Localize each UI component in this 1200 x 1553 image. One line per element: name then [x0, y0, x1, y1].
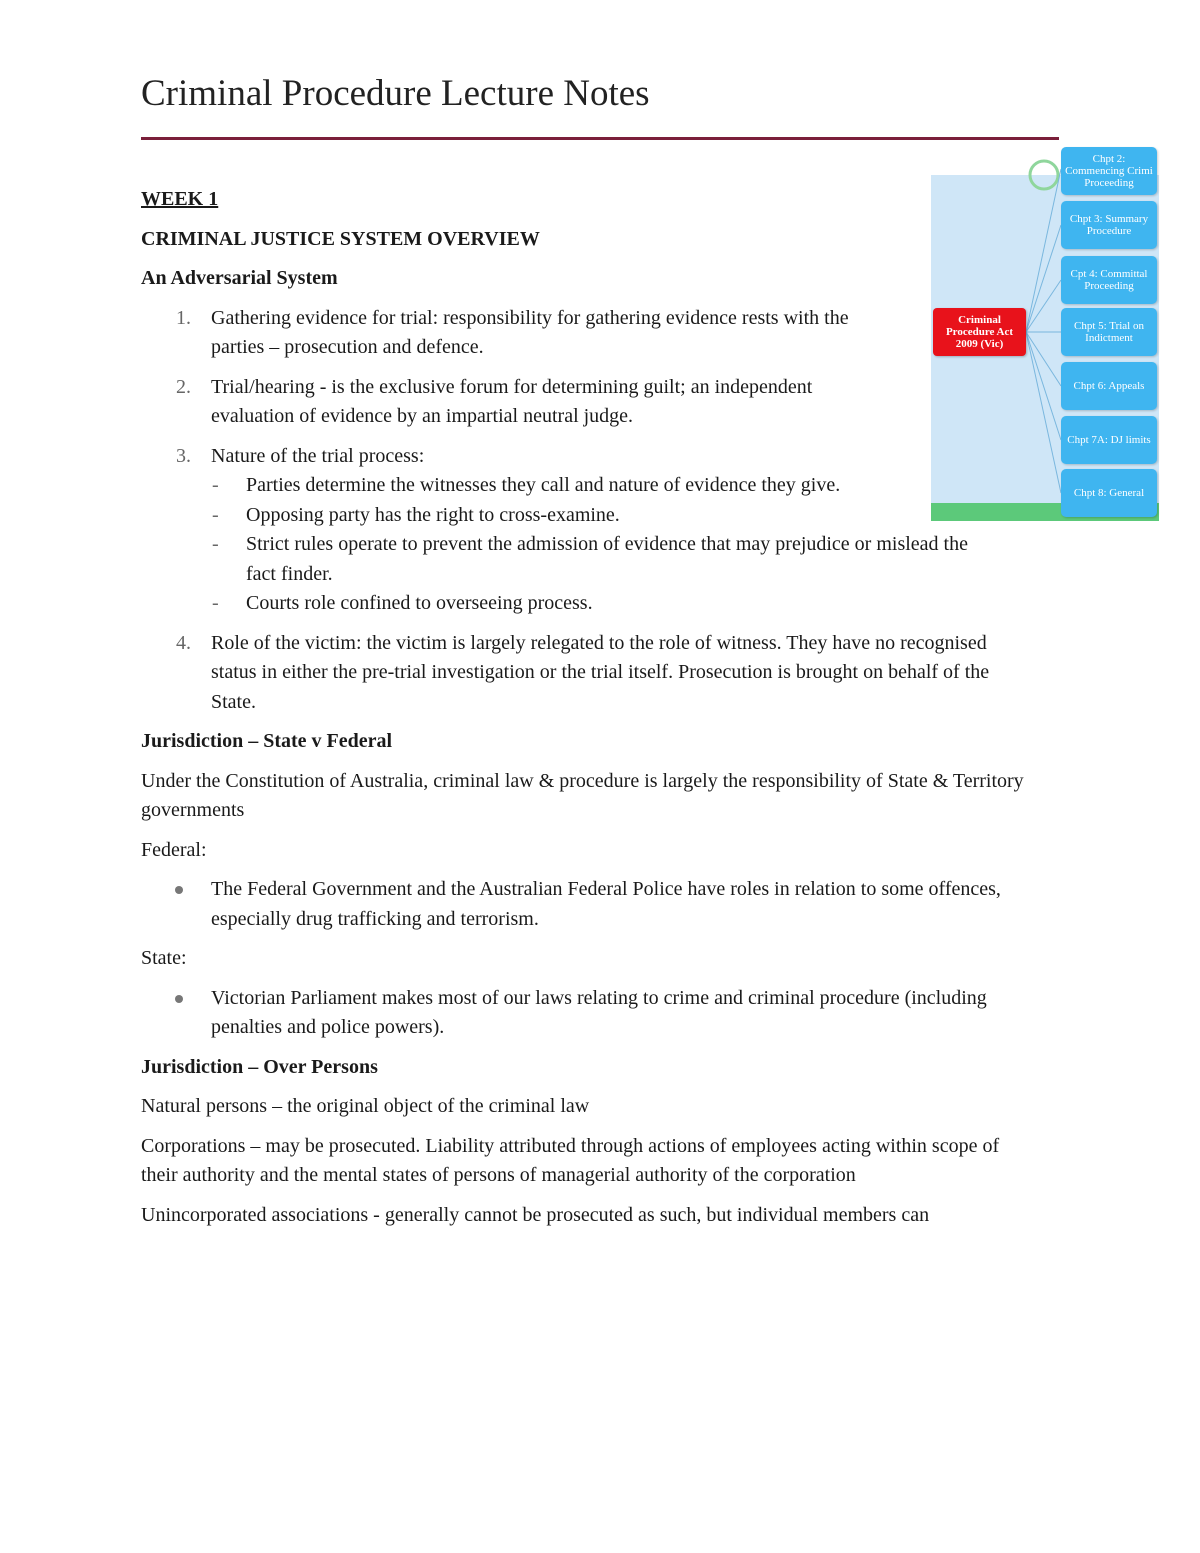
- list-item-text: Trial/hearing - is the exclusive forum for determining guilt; an independent evaluation of evidence by an impartial neutral judge.: [211, 375, 813, 427]
- diagram-node: Chpt 6: Appeals: [1061, 362, 1157, 410]
- label-federal: Federal:: [141, 838, 207, 861]
- bullet-text: Victorian Parliament makes most of our laws relating to crime and criminal procedure (including penalties and police powers).: [211, 986, 987, 1038]
- paragraph: Unincorporated associations - generally cannot be prosecuted as such, but individual members can: [141, 1203, 930, 1226]
- document-body: [141, 185, 1061, 1240]
- list-item: [141, 373, 891, 432]
- dash-marker: -: [212, 533, 219, 555]
- subheading-adversarial: An Adversarial System: [141, 267, 338, 289]
- diagram-node: Cpt 4: Committal Proceeding: [1061, 256, 1157, 304]
- sub-list-text: Parties determine the witnesses they call and nature of evidence they give.: [246, 474, 841, 496]
- list-item-text: Gathering evidence for trial: responsibility for gathering evidence rests with the parties – prosecution and defence.: [211, 306, 849, 358]
- bullet-item: [141, 984, 1041, 1043]
- sub-list-item: [211, 501, 1061, 531]
- paragraph: Natural persons – the original object of the criminal law: [141, 1095, 590, 1117]
- adversarial-list: [141, 304, 1061, 718]
- bullet-marker: [175, 995, 183, 1003]
- sub-list-item: [211, 589, 1061, 619]
- paragraph: Under the Constitution of Australia, criminal law & procedure is largely the responsibility of State & Territory governments: [141, 769, 1024, 821]
- section-heading: CRIMINAL JUSTICE SYSTEM OVERVIEW: [141, 227, 540, 250]
- subheading-jurisdiction-persons: Jurisdiction – Over Persons: [141, 1055, 378, 1078]
- list-item: [141, 442, 1061, 619]
- bullet-text: The Federal Government and the Australian Federal Police have roles in relation to some offences, especially drug trafficking and terrorism.: [211, 878, 1001, 930]
- label-state: State:: [141, 947, 187, 969]
- list-number: 1.: [176, 306, 191, 329]
- list-item: [141, 629, 1031, 718]
- sub-list-item: [211, 530, 1001, 589]
- list-item: [141, 304, 891, 363]
- sub-list-text: Strict rules operate to prevent the admission of evidence that may prejudice or mislead the fact finder.: [246, 533, 968, 585]
- diagram-node: Chpt 2: Commencing Crimi Proceeding: [1061, 147, 1157, 195]
- sub-list-text: Courts role confined to overseeing process.: [246, 592, 593, 614]
- list-number: 2.: [176, 375, 191, 398]
- diagram-node: Chpt 5: Trial on Indictment: [1061, 308, 1157, 356]
- diagram-node: Chpt 8: General: [1061, 469, 1157, 517]
- list-number: 4.: [176, 631, 191, 654]
- diagram-node: Chpt 7A: DJ limits: [1061, 416, 1157, 464]
- diagram-center-node: Criminal Procedure Act 2009 (Vic): [933, 308, 1026, 356]
- page-title: Criminal Procedure Lecture Notes: [141, 73, 650, 114]
- dash-marker: -: [212, 474, 219, 496]
- title-divider: [141, 137, 1059, 140]
- list-item-text: Nature of the trial process:: [211, 444, 425, 467]
- subheading-jurisdiction-state: Jurisdiction – State v Federal: [141, 730, 393, 752]
- list-number: 3.: [176, 444, 191, 467]
- federal-list: [141, 875, 1061, 934]
- sub-list: [211, 471, 1061, 619]
- week-heading: WEEK 1: [141, 188, 219, 210]
- paragraph: Corporations – may be prosecuted. Liability attributed through actions of employees acting within scope of their authority and the mental states of persons of managerial authority of the corporation: [141, 1134, 1000, 1186]
- sub-list-item: [211, 471, 906, 501]
- bullet-item: [141, 875, 1061, 934]
- sub-list-text: Opposing party has the right to cross-examine.: [246, 503, 620, 526]
- list-item-text: Role of the victim: the victim is largely relegated to the role of witness. They have no recognised status in either the pre-trial investigation or the trial itself. Prosecution is brought on behalf of the State.: [211, 631, 990, 713]
- diagram-node: Chpt 3: Summary Procedure: [1061, 201, 1157, 249]
- state-list: [141, 984, 1061, 1043]
- dash-marker: -: [212, 503, 219, 526]
- dash-marker: -: [212, 592, 219, 614]
- bullet-marker: [175, 886, 183, 894]
